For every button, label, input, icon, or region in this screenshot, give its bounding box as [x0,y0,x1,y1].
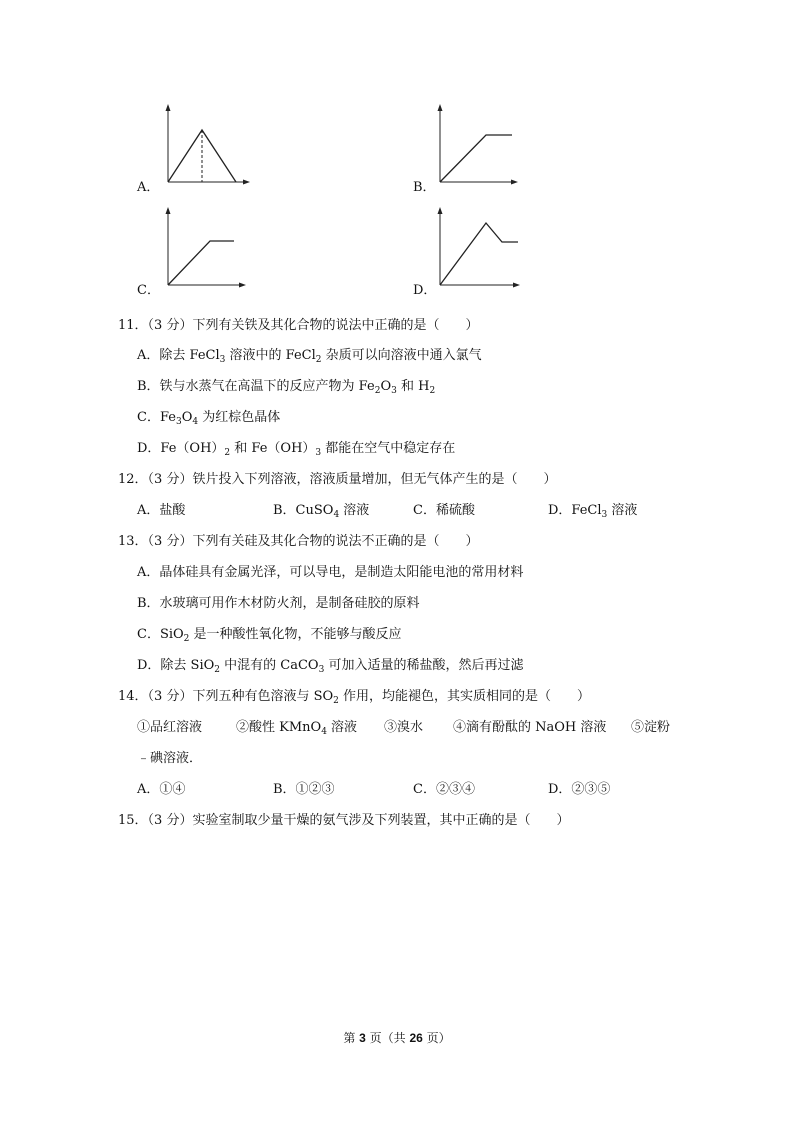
graph-c-y-arrow [166,207,171,214]
q14-option-a: A．①④ [137,782,186,797]
q14-item-4: ④滴有酚酞的 NaOH 溶液 [453,720,607,735]
graph-d-svg [432,203,542,293]
q15-stem: 15．（3 分）实验室制取少量干燥的氨气涉及下列装置，其中正确的是（ ） [118,813,570,828]
q12-option-a: A．盐酸 [137,503,186,518]
graph-b [432,100,542,190]
q13-option-b: B．水玻璃可用作木材防火剂，是制备硅胶的原料 [137,596,420,611]
graph-b-curve [440,135,512,182]
q14-item-3: ③溴水 [384,720,424,735]
q14-option-d: D．②③⑤ [548,782,611,797]
q11-option-b: B．铁与水蒸气在高温下的反应产物为 $Fe_2O_3$ 和 $H_2$ [137,379,436,396]
graph-d [432,203,542,293]
graph-c [160,203,270,293]
q13-option-d: D．除去 SiO$_2$ 中混有的 CaCO$_3$ 可加入适量的稀盐酸，然后再过滤 [137,658,524,675]
graph-a [160,100,270,190]
graph-b-letter: B． [413,180,436,195]
graph-c-letter: C． [137,283,160,298]
q13-option-a: A．晶体硅具有金属光泽，可以导电，是制造太阳能电池的常用材料 [137,565,524,580]
q14-stem: 14．（3 分）下列五种有色溶液与 $SO_2$ 作用，均能褪色，其实质相同的是（ ） [118,689,591,706]
q11-option-c: C．$Fe_3O_4$ 为红棕色晶体 [137,410,281,427]
graph-a-y-arrow [166,104,171,111]
page-footer: 第 3 页（共 26 页） [343,1031,451,1045]
graph-b-y-arrow [438,104,443,111]
q12-option-c: C．稀硫酸 [413,503,475,518]
graph-b-svg [432,100,542,190]
graph-a-svg [160,100,270,190]
graph-c-curve [168,241,234,285]
q14-option-b: B．①②③ [273,782,335,797]
q11-stem: 11．（3 分）下列有关铁及其化合物的说法中正确的是（ ） [118,318,479,333]
q14-item-5-cont: ﹣碘溶液． [137,751,203,766]
graph-d-curve [440,223,518,285]
footer-total-pages: 26 [409,1031,423,1045]
graph-a-letter: A． [137,180,160,195]
q14-item-5: ⑤淀粉 [631,720,671,735]
q14-item-2: ②酸性 KMnO$_4$ 溶液 [236,720,358,737]
q14-option-c: C．②③④ [413,782,475,797]
graph-d-letter: D． [413,283,437,298]
graph-c-x-arrow [239,283,246,288]
q11-option-a: A．除去 FeCl$_3$ 溶液中的 FeCl$_2$ 杂质可以向溶液中通入氯气 [137,348,482,365]
graph-c-svg [160,203,270,293]
q12-option-d: D．FeCl$_3$ 溶液 [548,503,638,520]
q13-stem: 13．（3 分）下列有关硅及其化合物的说法不正确的是（ ） [118,534,479,549]
footer-page-number: 3 [359,1031,366,1045]
graph-b-x-arrow [511,180,518,185]
graph-d-y-arrow [438,207,443,214]
q13-option-c: C．SiO$_2$ 是一种酸性氧化物，不能够与酸反应 [137,627,402,644]
graph-d-x-arrow [513,283,520,288]
q14-item-1: ①品红溶液 [137,720,203,735]
q12-option-b: B．CuSO$_4$ 溶液 [273,503,370,520]
graph-a-x-arrow [243,180,250,185]
q12-stem: 12．（3 分）铁片投入下列溶液，溶液质量增加，但无气体产生的是（ ） [118,472,557,487]
q11-option-d: D．$Fe(OH)_2$ 和 $Fe(OH)_3$ 都能在空气中稳定存在 [137,441,456,458]
